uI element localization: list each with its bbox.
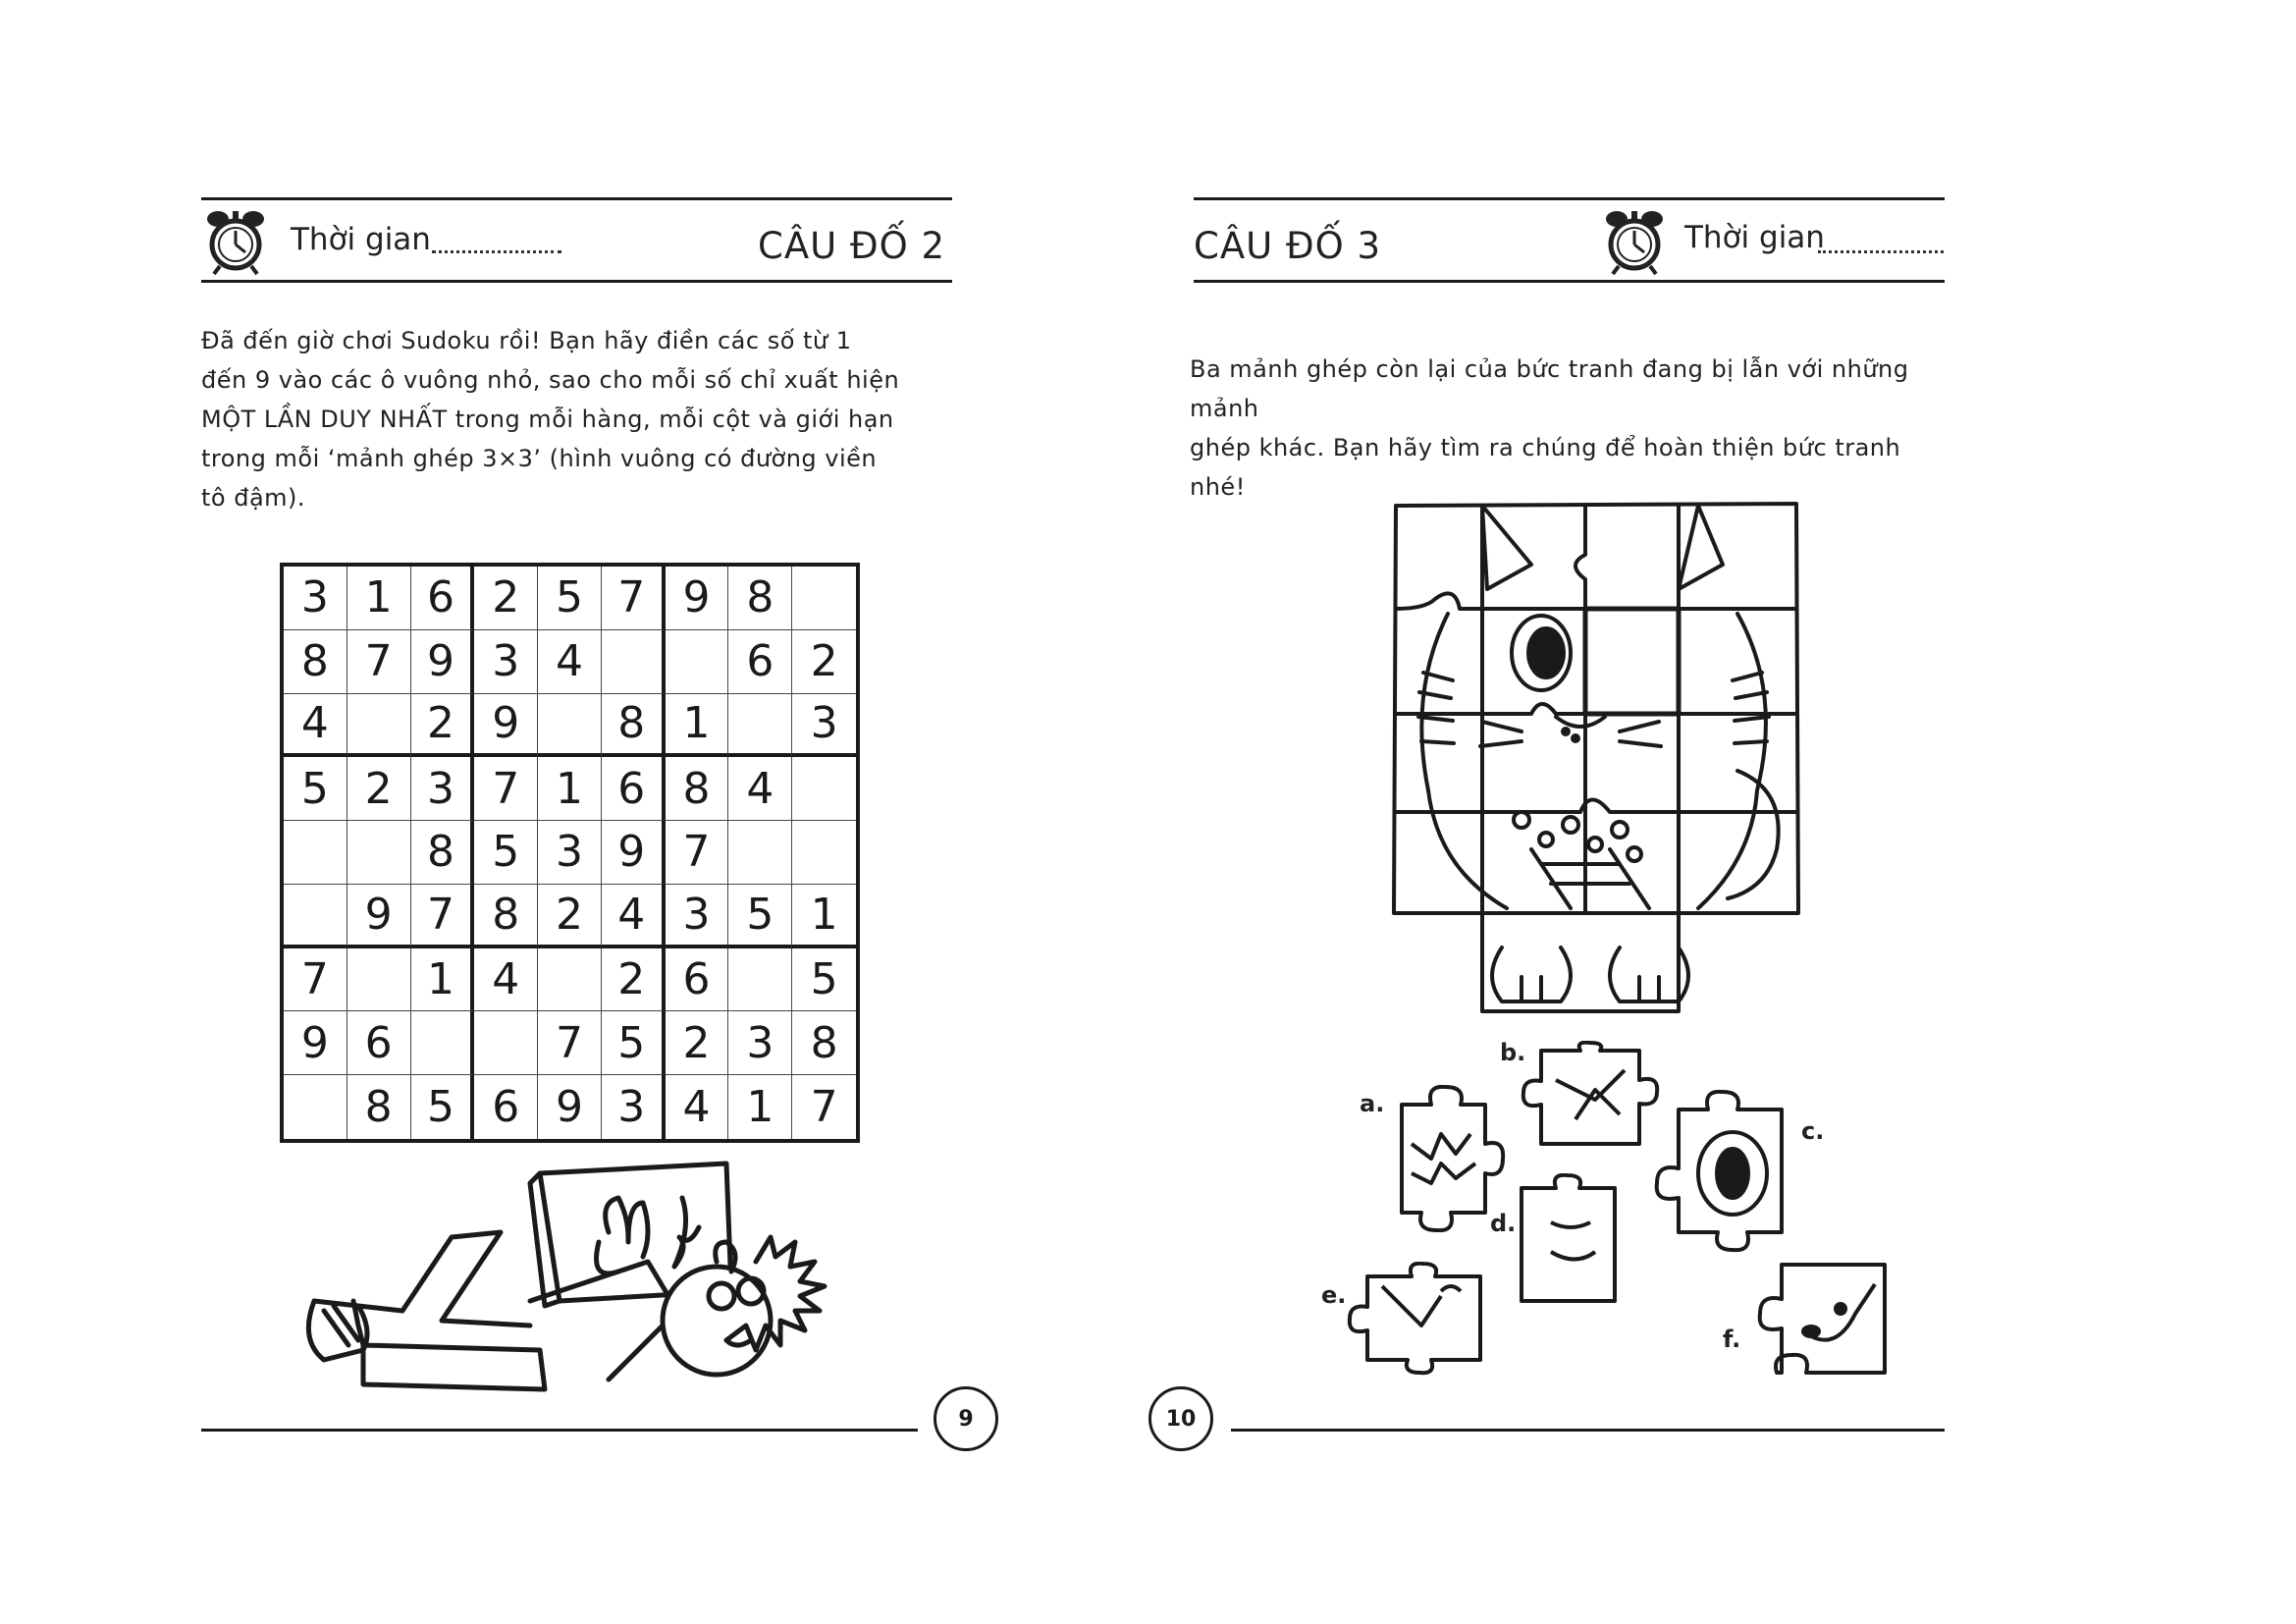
piece-label-c: c. (1801, 1117, 1825, 1145)
sudoku-cell: 9 (666, 567, 729, 630)
boy-reading-illustration (294, 1154, 864, 1409)
sudoku-cell: 1 (728, 1075, 792, 1139)
sudoku-cell (728, 694, 792, 758)
puzzle-piece-d (1512, 1173, 1629, 1306)
instructions-line: tô đậm). (201, 484, 306, 512)
sudoku-cell (666, 630, 729, 694)
sudoku-cell: 5 (284, 757, 347, 821)
left-header-top-rule (201, 197, 952, 200)
sudoku-cell: 6 (474, 1075, 538, 1139)
sudoku-cell: 3 (666, 885, 729, 948)
instructions-line: đến 9 vào các ô vuông nhỏ, sao cho mỗi số chỉ xuất hiện (201, 366, 900, 394)
left-footer-rule (201, 1429, 918, 1432)
sudoku-cell: 5 (602, 1011, 666, 1075)
sudoku-cell: 3 (792, 694, 856, 758)
puzzle-piece-c (1649, 1090, 1796, 1262)
sudoku-cell: 6 (728, 630, 792, 694)
sudoku-cell (792, 757, 856, 821)
sudoku-cell (347, 694, 411, 758)
cat-jigsaw-puzzle (1384, 496, 1806, 1016)
page-number: 10 (1148, 1386, 1213, 1451)
page-title: CÂU ĐỐ 3 (1194, 225, 1382, 267)
sudoku-cell (538, 948, 602, 1012)
piece-label-e: e. (1321, 1281, 1347, 1309)
sudoku-cell: 4 (728, 757, 792, 821)
sudoku-cell: 8 (411, 821, 475, 885)
sudoku-cell: 4 (666, 1075, 729, 1139)
sudoku-cell (474, 1011, 538, 1075)
sudoku-cell: 9 (347, 885, 411, 948)
sudoku-cell: 9 (538, 1075, 602, 1139)
sudoku-cell: 7 (538, 1011, 602, 1075)
piece-label-d: d. (1490, 1210, 1517, 1237)
sudoku-cell: 2 (666, 1011, 729, 1075)
sudoku-cell: 7 (347, 630, 411, 694)
sudoku-cell: 7 (474, 757, 538, 821)
sudoku-cell: 6 (411, 567, 475, 630)
instructions-line: MỘT LẦN DUY NHẤT trong mỗi hàng, mỗi cột và giới hạn (201, 406, 894, 433)
sudoku-cell: 1 (347, 567, 411, 630)
sudoku-cell: 2 (538, 885, 602, 948)
sudoku-cell: 7 (411, 885, 475, 948)
sudoku-cell: 8 (602, 694, 666, 758)
sudoku-cell: 7 (810, 1082, 838, 1133)
instructions-line: ghép khác. Bạn hãy tìm ra chúng để hoàn thiện bức tranh nhé! (1190, 434, 1901, 501)
sudoku-cell: 3 (474, 630, 538, 694)
sudoku-cell: 6 (666, 948, 729, 1012)
sudoku-cell (792, 821, 856, 885)
piece-label-f: f. (1723, 1326, 1741, 1353)
sudoku-cell: 4 (602, 885, 666, 948)
puzzle-piece-e (1343, 1262, 1490, 1380)
sudoku-cell: 8 (792, 1011, 856, 1075)
right-header-top-rule (1194, 197, 1945, 200)
sudoku-cell: 5 (474, 821, 538, 885)
sudoku-cell: 1 (666, 694, 729, 758)
sudoku-grid (280, 563, 860, 1143)
sudoku-cell: 7 (284, 948, 347, 1012)
sudoku-cell: 2 (474, 567, 538, 630)
sudoku-cell (411, 1011, 475, 1075)
sudoku-cell: 3 (602, 1075, 666, 1139)
sudoku-cell: 5 (411, 1075, 475, 1139)
time-label: Thời gian (1684, 220, 1825, 255)
alarm-clock-icon (204, 207, 267, 276)
page-title: CÂU ĐỐ 2 (758, 225, 946, 267)
page-number: 9 (934, 1386, 998, 1451)
sudoku-cell: 3 (728, 1011, 792, 1075)
sudoku-cell: 4 (474, 948, 538, 1012)
sudoku-cell (792, 567, 856, 630)
sudoku-cell: 5 (792, 948, 856, 1012)
sudoku-cell (347, 821, 411, 885)
sudoku-cell (284, 885, 347, 948)
sudoku-cell (728, 948, 792, 1012)
sudoku-cell: 8 (728, 567, 792, 630)
sudoku-cell (284, 821, 347, 885)
sudoku-cell: 8 (474, 885, 538, 948)
sudoku-cell: 9 (602, 821, 666, 885)
sudoku-cell: 6 (602, 757, 666, 821)
sudoku-cell: 8 (284, 630, 347, 694)
instructions-line: Đã đến giờ chơi Sudoku rồi! Bạn hãy điền các số từ 1 (201, 327, 852, 354)
puzzle-piece-f (1747, 1255, 1895, 1382)
sudoku-cell: 7 (666, 821, 729, 885)
time-label: Thời gian (291, 222, 431, 257)
sudoku-cell: 9 (474, 694, 538, 758)
sudoku-cell: 5 (538, 567, 602, 630)
piece-label-b: b. (1500, 1039, 1526, 1066)
sudoku-cell: 8 (666, 757, 729, 821)
sudoku-cell: 4 (284, 694, 347, 758)
sudoku-cell: 2 (792, 630, 856, 694)
instructions-line: trong mỗi ‘mảnh ghép 3×3’ (hình vuông có đường viền (201, 445, 878, 472)
right-footer-rule (1231, 1429, 1945, 1432)
sudoku-cell: 5 (728, 885, 792, 948)
sudoku-cell: 3 (284, 567, 347, 630)
sudoku-cell: 9 (284, 1011, 347, 1075)
sudoku-cell (728, 821, 792, 885)
time-blank-line (432, 250, 561, 253)
sudoku-cell: 8 (347, 1075, 411, 1139)
sudoku-cell: 2 (347, 757, 411, 821)
alarm-clock-icon (1603, 207, 1666, 276)
piece-label-a: a. (1360, 1090, 1385, 1117)
sudoku-cell (284, 1075, 347, 1139)
instructions-line: Ba mảnh ghép còn lại của bức tranh đang bị lẫn với những mảnh (1190, 355, 1909, 422)
instructions-paragraph (1190, 350, 1950, 507)
sudoku-cell: 3 (411, 757, 475, 821)
sudoku-cell: 1 (792, 885, 856, 948)
sudoku-cell (602, 630, 666, 694)
sudoku-cell (347, 948, 411, 1012)
sudoku-cell: 1 (538, 757, 602, 821)
sudoku-cell: 1 (411, 948, 475, 1012)
time-blank-line (1818, 250, 1944, 253)
sudoku-cell: 7 (602, 567, 666, 630)
sudoku-cell: 3 (538, 821, 602, 885)
sudoku-cell (538, 694, 602, 758)
right-header-bottom-rule (1194, 280, 1945, 283)
left-header-bottom-rule (201, 280, 952, 283)
sudoku-cell: 2 (411, 694, 475, 758)
sudoku-cell: 9 (411, 630, 475, 694)
sudoku-cell: 6 (347, 1011, 411, 1075)
sudoku-cell: 2 (602, 948, 666, 1012)
sudoku-cell: 4 (538, 630, 602, 694)
instructions-paragraph (201, 321, 952, 517)
